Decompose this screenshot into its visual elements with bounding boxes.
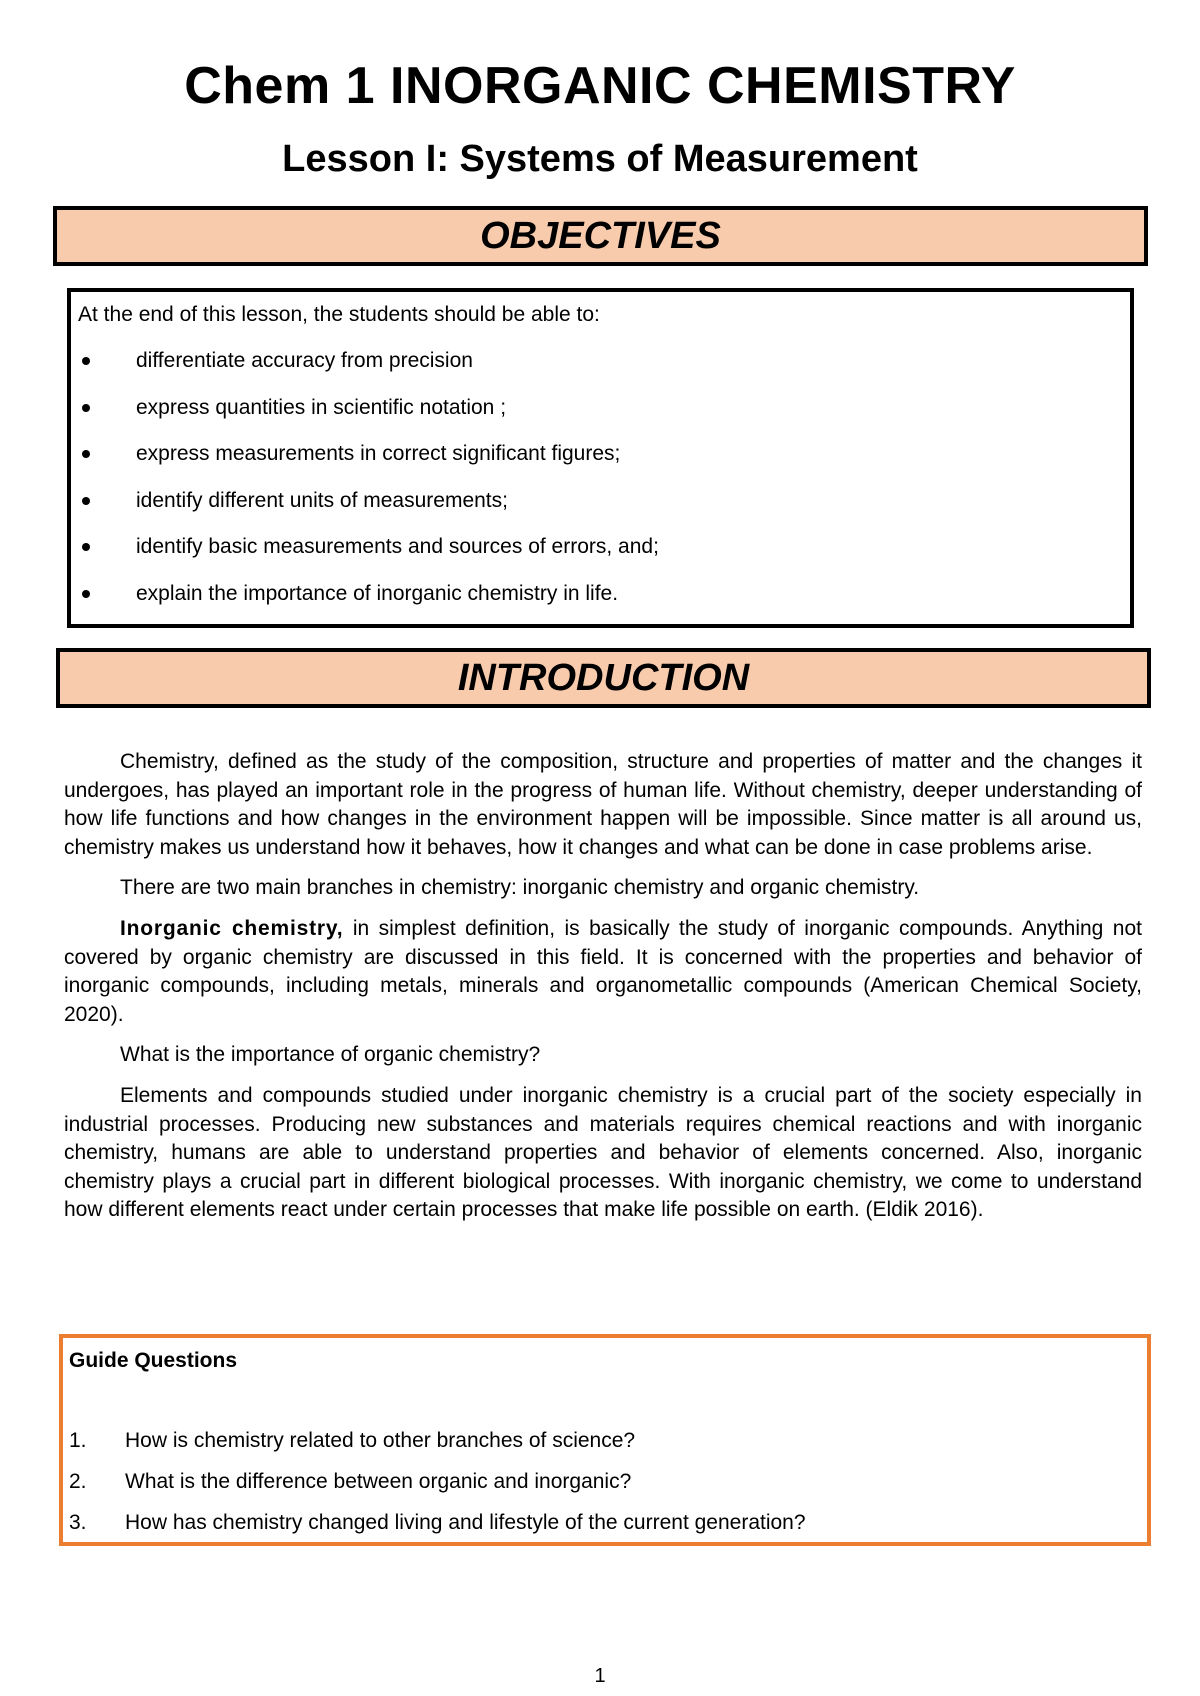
introduction-banner: INTRODUCTION bbox=[56, 648, 1151, 708]
objective-item: identify basic measurements and sources of errors, and; bbox=[71, 534, 659, 581]
objectives-lead: At the end of this lesson, the students should be able to: bbox=[78, 303, 600, 326]
objective-item: explain the importance of inorganic chemistry in life. bbox=[71, 581, 659, 628]
objective-item: identify different units of measurements; bbox=[71, 488, 659, 535]
question-text: How is chemistry related to other branches of science? bbox=[125, 1429, 636, 1452]
question-number: 1. bbox=[69, 1429, 87, 1452]
guide-question bbox=[69, 1428, 806, 1469]
intro-paragraph-1: Chemistry, defined as the study of the composition, structure and properties of matter and the changes it undergoes, has played an important role in the progress of human life. Without chemistry, deeper understanding of how life functions and how changes in the environment happen will be impossible. Since matter is all around us, chemistry makes us understand how it behaves, how it changes and what can be done in case problems arise. bbox=[64, 750, 1142, 859]
intro-paragraph-3 bbox=[64, 915, 1142, 1029]
objectives-box bbox=[67, 288, 1134, 628]
guide-question bbox=[69, 1510, 806, 1551]
intro-paragraph-5: Elements and compounds studied under inorganic chemistry is a crucial part of the society especially in industrial processes. Producing new substances and materials requires chemical reactions and with inorganic chemistry, humans are able to understand properties and behavior of elements concerned. Also, inorganic chemistry plays a crucial part in different biological processes. With inorganic chemistry, we come to understand how different elements react under certain processes that make life possible on earth. (Eldik 2016). bbox=[64, 1083, 1142, 1222]
objective-item: express measurements in correct significant figures; bbox=[71, 441, 659, 488]
question-number: 3. bbox=[69, 1511, 87, 1534]
question-number: 2. bbox=[69, 1470, 87, 1493]
guide-questions-title: Guide Questions bbox=[69, 1349, 238, 1372]
guide-questions-list bbox=[69, 1428, 806, 1551]
question-text: What is the difference between organic and inorganic? bbox=[125, 1470, 632, 1493]
intro-paragraph-2: There are two main branches in chemistry: inorganic chemistry and organic chemistry. bbox=[120, 876, 920, 900]
intro-paragraph-3-text: in simplest definition, is basically the study of inorganic compounds. Anything not covered by organic chemistry are discussed in this field. It is concerned with the properties and behavior of inorganic compounds, including metals, minerals and organometallic compounds (American Chemical Society, 2020). bbox=[64, 916, 1142, 1026]
introduction-body bbox=[64, 748, 1142, 1237]
intro-paragraph-4: What is the importance of organic chemistry? bbox=[120, 1043, 541, 1067]
guide-questions-box bbox=[59, 1334, 1151, 1546]
lesson-subtitle: Lesson I: Systems of Measurement bbox=[282, 138, 918, 180]
objectives-banner: OBJECTIVES bbox=[53, 206, 1148, 266]
guide-question bbox=[69, 1469, 806, 1510]
page-number: 1 bbox=[594, 1665, 606, 1687]
objective-item: express quantities in scientific notation ; bbox=[71, 395, 659, 442]
objectives-list bbox=[71, 348, 659, 627]
term-inorganic-chemistry: Inorganic chemistry, bbox=[120, 916, 344, 940]
objective-item: differentiate accuracy from precision bbox=[71, 348, 659, 395]
document-title: Chem 1 INORGANIC CHEMISTRY bbox=[184, 57, 1016, 115]
question-text: How has chemistry changed living and lifestyle of the current generation? bbox=[125, 1511, 806, 1534]
